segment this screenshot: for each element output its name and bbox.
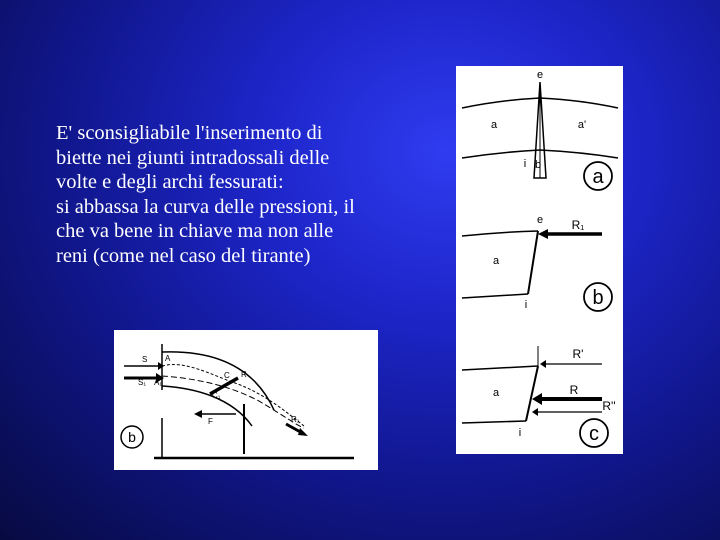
extrados-curve [162, 352, 274, 410]
detail-c-label-r: R [569, 383, 579, 397]
detail-c [462, 346, 616, 447]
detail-b-intrados [462, 294, 528, 298]
label-f: F [208, 417, 213, 426]
label-c1: C₁ [212, 391, 221, 400]
text-line-4: si abbassa la curva delle pressioni, il [56, 195, 355, 218]
panel-label-b: b [128, 429, 136, 445]
detail-a-label-e: e [536, 69, 544, 81]
arch-thrust-figure [114, 330, 378, 470]
detail-c-label-r-prime: R' [572, 347, 584, 361]
detail-c-intrados [462, 421, 526, 423]
detail-a-label-a: a [490, 119, 498, 131]
detail-b-force-arrowhead [538, 229, 548, 239]
lowered-pressure-curve [162, 376, 304, 428]
text-line-1: E' sconsigliabile l'inserimento di [56, 122, 323, 144]
detail-b-joint [528, 231, 538, 294]
detail-c-force-top-arrowhead [540, 360, 546, 368]
detail-a [462, 69, 618, 190]
detail-c-label-i: i [518, 427, 522, 439]
detail-b [462, 214, 612, 311]
detail-b-label-i: i [524, 299, 528, 311]
text-line-2: biette nei giunti intradossali delle [56, 146, 330, 169]
label-a: A [165, 354, 171, 363]
label-r1: R₁ [291, 415, 300, 424]
detail-c-force-low-arrowhead [532, 408, 538, 416]
detail-a-label-b: b [534, 159, 542, 171]
thrust-s-arrowhead [158, 362, 164, 370]
detail-a-label-a-prime: a' [577, 119, 587, 131]
intrados-curve [162, 386, 252, 426]
detail-b-label-e: e [536, 214, 544, 226]
text-line-3: volte e degli archi fessurati: [56, 171, 284, 194]
joint-detail-drawing [456, 66, 623, 454]
label-s: S [142, 355, 148, 364]
detail-a-panel-label: a [592, 166, 604, 188]
detail-a-label-i: i [523, 158, 527, 170]
detail-c-label-r-double-prime: R'' [602, 399, 616, 413]
detail-b-label-a: a [492, 255, 500, 267]
detail-b-panel-label: b [592, 287, 604, 309]
detail-b-label-r1: R₁ [571, 218, 585, 232]
label-r: R [241, 370, 247, 379]
detail-c-force-mid-arrowhead [532, 393, 542, 405]
slide-text [56, 121, 436, 269]
detail-c-label-a: a [492, 387, 500, 399]
text-line-6: reni (come nel caso del tirante) [56, 244, 311, 267]
joint-detail-figure [456, 66, 623, 454]
pressure-curve [162, 365, 304, 426]
resultant-r1-arrowhead [298, 428, 308, 436]
detail-c-panel-label: c [589, 423, 599, 445]
label-s1: S₁ [138, 378, 147, 387]
label-a1: A₁ [154, 378, 163, 387]
detail-b-extrados [462, 231, 538, 236]
arch-thrust-drawing [114, 330, 378, 470]
text-line-5: che va bene in chiave ma non alle [56, 220, 334, 243]
label-c: C [224, 371, 230, 380]
detail-c-extrados [462, 366, 538, 370]
force-f-arrowhead [194, 410, 202, 418]
